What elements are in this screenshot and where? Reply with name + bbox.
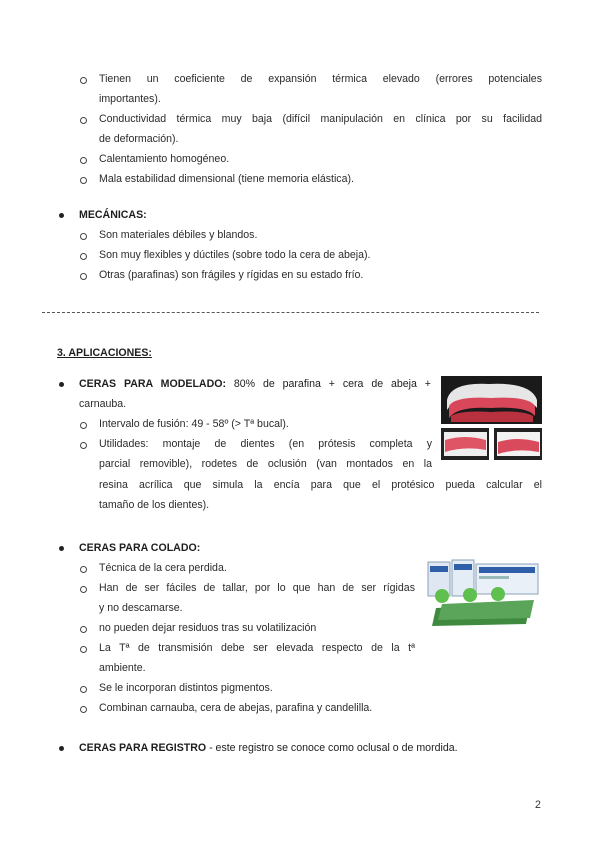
list-item: Calentamiento homogéneo. (99, 153, 230, 165)
colado-heading: CERAS PARA COLADO: (79, 542, 201, 554)
bullet-circle (80, 253, 87, 260)
bullet-circle (80, 117, 87, 124)
bullet-circle (80, 422, 87, 429)
list-item: Tienen un coeficiente de expansión térmica elevado (errores potenciales (99, 73, 542, 85)
list-item-cont: ambiente. (99, 662, 146, 674)
bullet-circle (80, 442, 87, 449)
bullet-circle (80, 273, 87, 280)
registro-title: CERAS PARA REGISTRO (79, 742, 207, 754)
modelado-intro: 80% de parafina + cera de abeja + (226, 378, 431, 390)
list-item: Son muy flexibles y dúctiles (sobre todo la cera de abeja). (99, 249, 371, 261)
bullet-circle (80, 566, 87, 573)
list-item: Técnica de la cera perdida. (99, 562, 227, 574)
bullet-circle (80, 706, 87, 713)
list-item: Utilidades: montaje de dientes (en prótesis completa y (99, 438, 432, 450)
list-item: Han de ser fáciles de tallar, por lo que han de ser rígidas (99, 582, 415, 594)
bullet-circle (80, 157, 87, 164)
section-title: 3. APLICACIONES: (57, 347, 152, 359)
dashed-separator (42, 312, 539, 313)
page-number: 2 (535, 799, 541, 811)
registro-heading (79, 738, 458, 758)
registro-text: - este registro se conoce como oclusal o de mordida. (206, 742, 458, 754)
modelado-heading (79, 374, 431, 394)
modelado-title: CERAS PARA MODELADO: (79, 378, 226, 390)
list-item: Conductividad térmica muy baja (difícil manipulación en clínica por su facilidad (99, 113, 542, 125)
bullet-dot (59, 213, 64, 218)
bullet-dot (59, 382, 64, 387)
list-item: Son materiales débiles y blandos. (99, 229, 258, 241)
bullet-circle (80, 646, 87, 653)
bullet-dot (59, 746, 64, 751)
list-item: Mala estabilidad dimensional (tiene memoria elástica). (99, 173, 354, 185)
list-item: Se le incorporan distintos pigmentos. (99, 682, 273, 694)
list-item-cont: tamaño de los dientes). (99, 499, 210, 511)
list-item-cont: de deformación). (99, 133, 179, 145)
list-item-cont: resina acrílica que simula la encía para que el protésico pueda calcular el (99, 479, 542, 491)
bullet-circle (80, 177, 87, 184)
list-item: no pueden dejar residuos tras su volatilización (99, 622, 317, 634)
list-item: Otras (parafinas) son frágiles y rígidas en su estado frío. (99, 269, 364, 281)
mecanicas-heading: MECÁNICAS: (79, 209, 147, 221)
list-item: Intervalo de fusión: 49 - 58º (> Tª bucal). (99, 418, 289, 430)
bullet-circle (80, 686, 87, 693)
bullet-circle (80, 77, 87, 84)
casting-wax-photo (426, 558, 542, 626)
bullet-circle (80, 233, 87, 240)
list-item: La Tª de transmisión debe ser elevada respecto de la tª (99, 642, 415, 654)
list-item-cont: y no descamarse. (99, 602, 183, 614)
list-item: Combinan carnauba, cera de abejas, parafina y candelilla. (99, 702, 373, 714)
bullet-circle (80, 586, 87, 593)
wax-rims-photo (441, 376, 542, 460)
modelado-intro-cont: carnauba. (79, 398, 127, 410)
list-item-cont: parcial removible), rodetes de oclusión (van montados en la (99, 458, 432, 470)
bullet-dot (59, 546, 64, 551)
bullet-circle (80, 626, 87, 633)
list-item-cont: importantes). (99, 93, 161, 105)
